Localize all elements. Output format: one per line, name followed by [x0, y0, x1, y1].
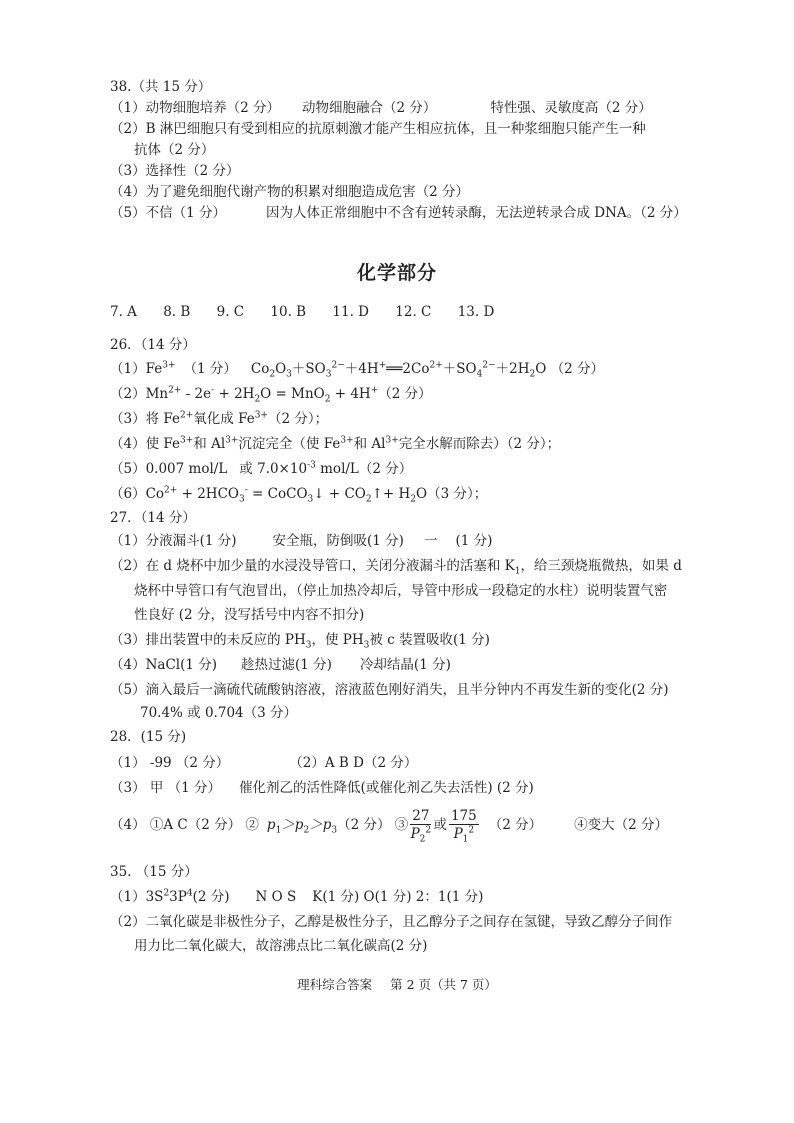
q28-line-1: （1） -99 （2 分） （2）A B D（2 分） [110, 755, 418, 771]
q27-header: 27．（14 分） [110, 510, 196, 526]
q38-line-3: （3）选择性（2 分） [110, 163, 240, 179]
q38-line-5: （5）不信（1 分） 因为人体正常细胞中不含有逆转录酶，无法逆转录合成 DNA。（2 分） [110, 205, 687, 221]
page-footer [0, 975, 794, 993]
q35-line-1: $(1)3S^23P^4(2$ 分) N O S K(1 分) O(1 分) 2：1(1 分) [110, 888, 484, 905]
q27-line-3: （3）排出装置中的未反应的 $PH_3$，使 $PH_3$被 c 装置吸收(1 分) [110, 632, 490, 651]
q38-line-1: （1）动物细胞培养（2 分） 动物细胞融合（2 分） 特性强、灵敏度高（2 分） [110, 100, 652, 116]
q26-line-6: $(6)Co^{2+} + 2HCO_3^-$ = CoCO$_3$↓ + $CO_2↑+ H_2O(3$ 分）； [110, 485, 488, 505]
mc-answer: 8. B [163, 304, 191, 320]
q28-line-3: （4） ①A C（2 分） ② $p_1>p_2>p_3(2$ 分） ③ $\frac{27}{P_2^2}$ 或 $\frac{175}{P_1^2}$ （2 分） ④变大（2 分） [110, 808, 669, 845]
mc-answer: 9. C [216, 304, 245, 320]
q35-header: 35. （15 分） [110, 864, 198, 880]
mc-answer: 13. D [457, 304, 495, 320]
q26-header: 26．（14 分） [110, 337, 196, 353]
fraction-2: $\frac{175}{P_1^2}$ [450, 808, 477, 845]
q38-line-4: （4）为了避免细胞代谢产物的积累对细胞造成危害（2 分） [110, 184, 469, 200]
q27-line-1: （1）分液漏斗(1 分) 安全瓶，防倒吸(1 分) 一 (1 分) [110, 533, 493, 549]
q26-line-1: $(1)Fe^{3+}$ （1 分） $Co_2O_3+SO_3^{2-}+4H^+══2Co^{2+}+SO_4^{2-}+2H_2O$ （2 分） [110, 360, 604, 380]
mc-answer: 11. D [332, 304, 369, 320]
mc-answer: 7. A [110, 304, 137, 320]
mc-answer: 12. C [395, 304, 432, 320]
q26-line-2: $(2)Mn^{2+} - 2e^- + 2H_2O = MnO_2 + 4H^+(2$ 分） [110, 385, 432, 405]
mc-answers [110, 303, 516, 321]
section-title: 化学部分 [356, 262, 437, 284]
footer-title: 理科综合答案 [297, 977, 373, 992]
q27-line-2c: 性良好 (2 分，没写括号中内容不扣分) [134, 607, 365, 623]
q28-line-2: （3） 甲 （1 分） 催化剂乙的活性降低(或催化剂乙失去活性) (2 分) [110, 780, 534, 796]
q27-line-2: （2）在 d 烧杯中加少量的水浸没导管口，关闭分液漏斗的活塞和 $K_1$，给三颈烧瓶微热，如果 d [110, 558, 682, 577]
q38-line-2: （2）B 淋巴细胞只有受到相应的抗原刺激才能产生相应抗体，且一种浆细胞只能产生一种 [110, 121, 646, 137]
q26-line-4: （4）使 $Fe^{3+}$和 $Al^{3+}$沉淀完全（使 $Fe^{3+}$和 $Al^{3+}$完全水解而除去）（2 分）； [110, 435, 561, 452]
mc-answer: 10. B [270, 304, 307, 320]
q38-header: 38.（共 15 分） [110, 79, 212, 95]
q27-line-2b: 烧杯中导管口有气泡冒出，（停止加热冷却后，导管中形成一段稳定的水柱）说明装置气密 [134, 583, 668, 599]
q26-line-3: （3）将 $Fe^{2+}$氧化成 $Fe^{3+}(2$ 分）； [110, 410, 329, 427]
fraction-1: $\frac{27}{P_2^2}$ [410, 808, 432, 845]
footer-page-number: 第 2 页（共 7 页） [390, 977, 497, 992]
q26-line-5: （5）0.007 mol/L 或 $7.0\times 10^{-3}$ mol/L（2 分） [110, 460, 413, 477]
q35-line-2b: 用力比二氧化碳大，故溶沸点比二氧化碳高(2 分) [134, 938, 428, 954]
q38-line-2b: 抗体（2 分） [134, 142, 215, 158]
q27-line-4: （4）NaCl(1 分) 趁热过滤(1 分) 冷却结晶(1 分) [110, 657, 451, 673]
q27-line-5: （5）滴入最后一滴硫代硫酸钠溶液，溶液蓝色刚好消失，且半分钟内不再发生新的变化(2 分) [110, 682, 669, 698]
q27-line-5b: 70.4% 或 0.704（3 分） [140, 705, 297, 721]
q28-header: 28．(15 分) [110, 729, 187, 745]
q35-line-2: （2）二氧化碳是非极性分子，乙醇是极性分子，且乙醇分子之间存在氢键，导致乙醇分子间作 [110, 914, 673, 930]
